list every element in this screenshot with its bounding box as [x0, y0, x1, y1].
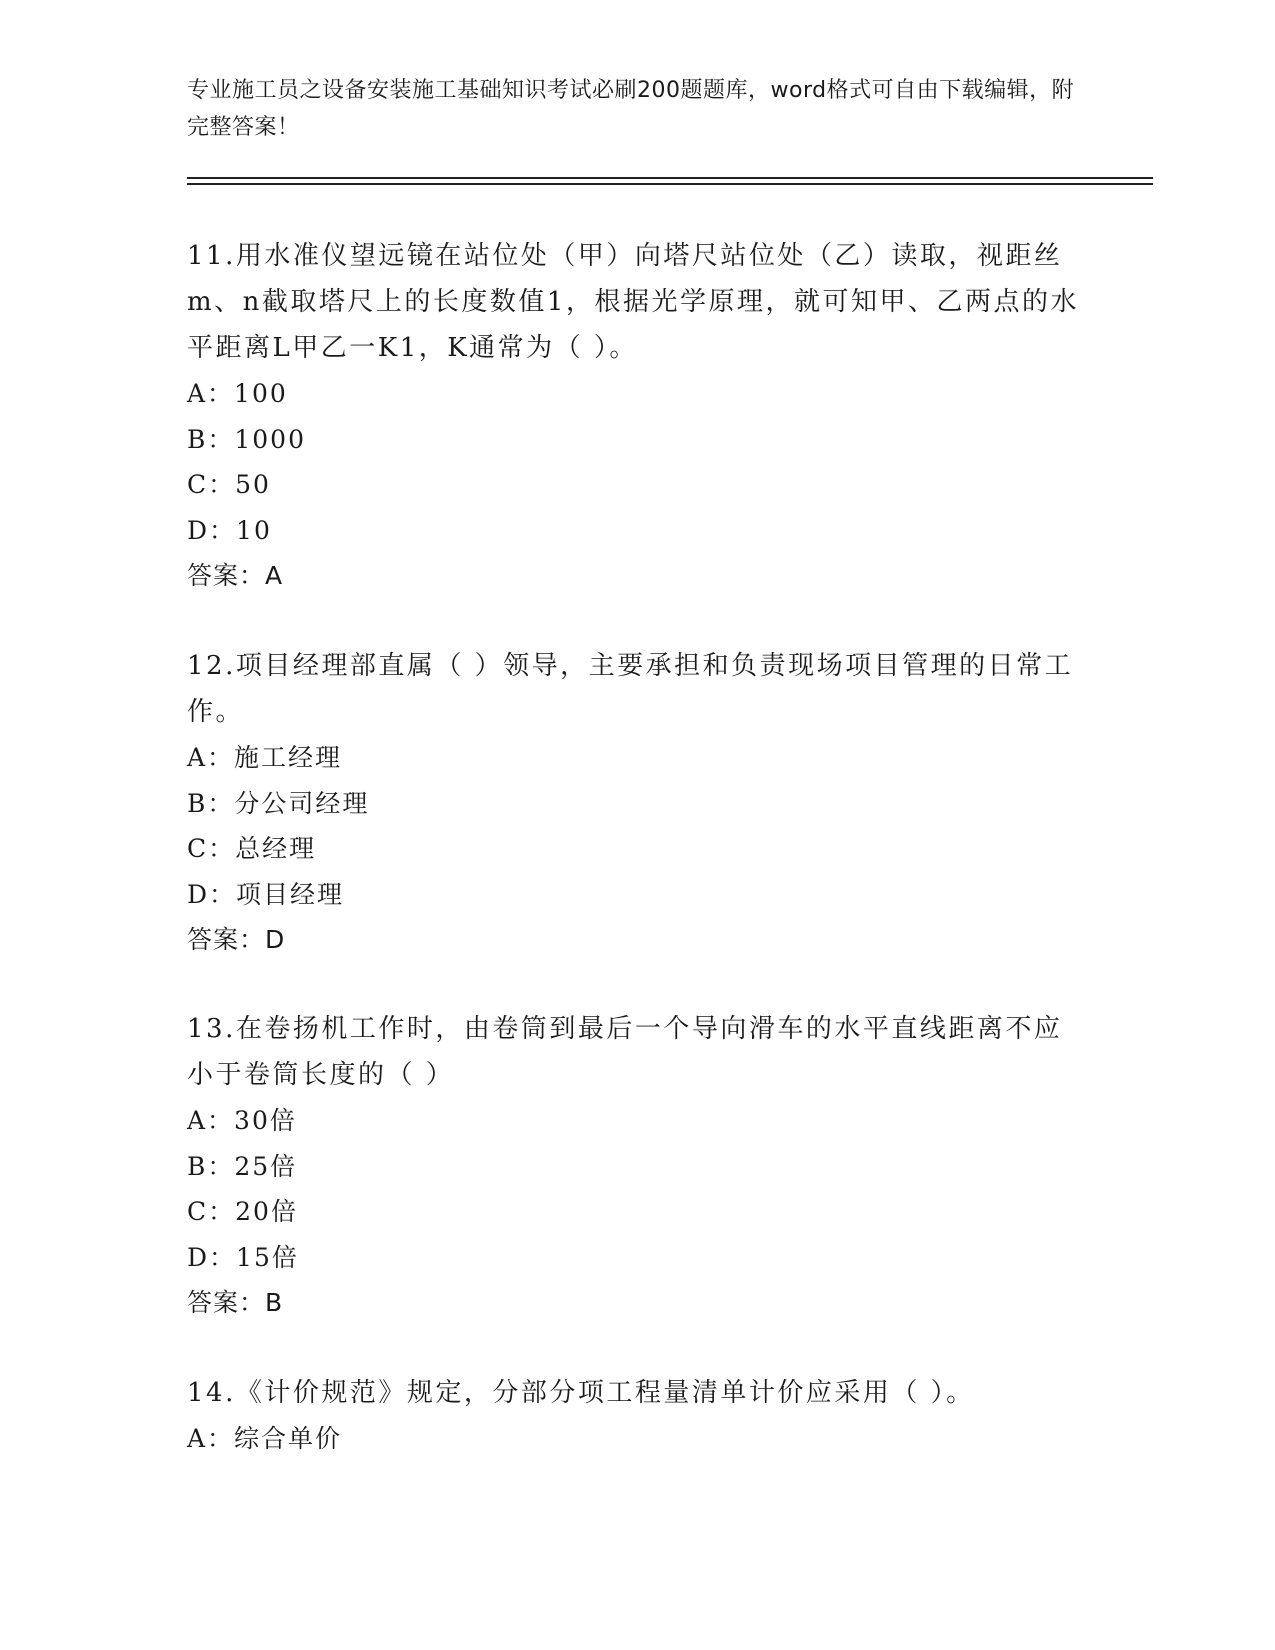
option-a: A：综合单价 — [187, 1424, 343, 1453]
question-stem: 14.《计价规范》规定，分部分项工程量清单计价应采用（ ）。 — [187, 1378, 975, 1408]
option-b: B：25倍 — [187, 1151, 298, 1181]
answer: 答案：B — [187, 1288, 284, 1317]
option-d: D：项目经理 — [187, 879, 345, 909]
option-a: A：施工经理 — [187, 743, 343, 772]
question-12 — [187, 643, 1087, 963]
option-list — [187, 371, 1087, 553]
document-header: 专业施工员之设备安装施工基础知识考试必刷200题题库，word格式可自由下载编辑，附完整答案！ — [187, 78, 1075, 140]
answer: 答案：D — [187, 925, 286, 954]
option-list — [187, 735, 1087, 917]
option-c: C：50 — [187, 470, 271, 499]
option-d: D：15倍 — [187, 1242, 299, 1272]
option-list — [187, 1098, 1087, 1280]
question-11 — [187, 233, 1087, 599]
option-a: A：30倍 — [187, 1106, 297, 1135]
question-stem: 13.在卷扬机工作时，由卷筒到最后一个导向滑车的水平直线距离不应小于卷筒长度的（ ） — [187, 1014, 1063, 1090]
question-stem: 11.用水准仪望远镜在站位处（甲）向塔尺站位处（乙）读取，视距丝m、n截取塔尺上的长度数值1，根据光学原理，就可知甲、乙两点的水平距离L甲乙一K1，K通常为（ ）。 — [187, 241, 1079, 363]
option-a: A：100 — [187, 379, 288, 408]
question-stem: 12.项目经理部直属（ ）领导，主要承担和负责现场项目管理的日常工作。 — [187, 651, 1074, 727]
answer: 答案：A — [187, 561, 284, 590]
option-c: C：总经理 — [187, 834, 317, 863]
option-c: C：20倍 — [187, 1197, 298, 1226]
header-divider-bottom — [187, 183, 1153, 185]
option-d: D：10 — [187, 515, 272, 545]
question-13 — [187, 1006, 1087, 1326]
option-b: B：分公司经理 — [187, 788, 370, 818]
header-divider-top — [187, 177, 1153, 179]
option-b: B：1000 — [187, 424, 306, 454]
option-list — [187, 1416, 1087, 1462]
question-14 — [187, 1370, 1087, 1462]
